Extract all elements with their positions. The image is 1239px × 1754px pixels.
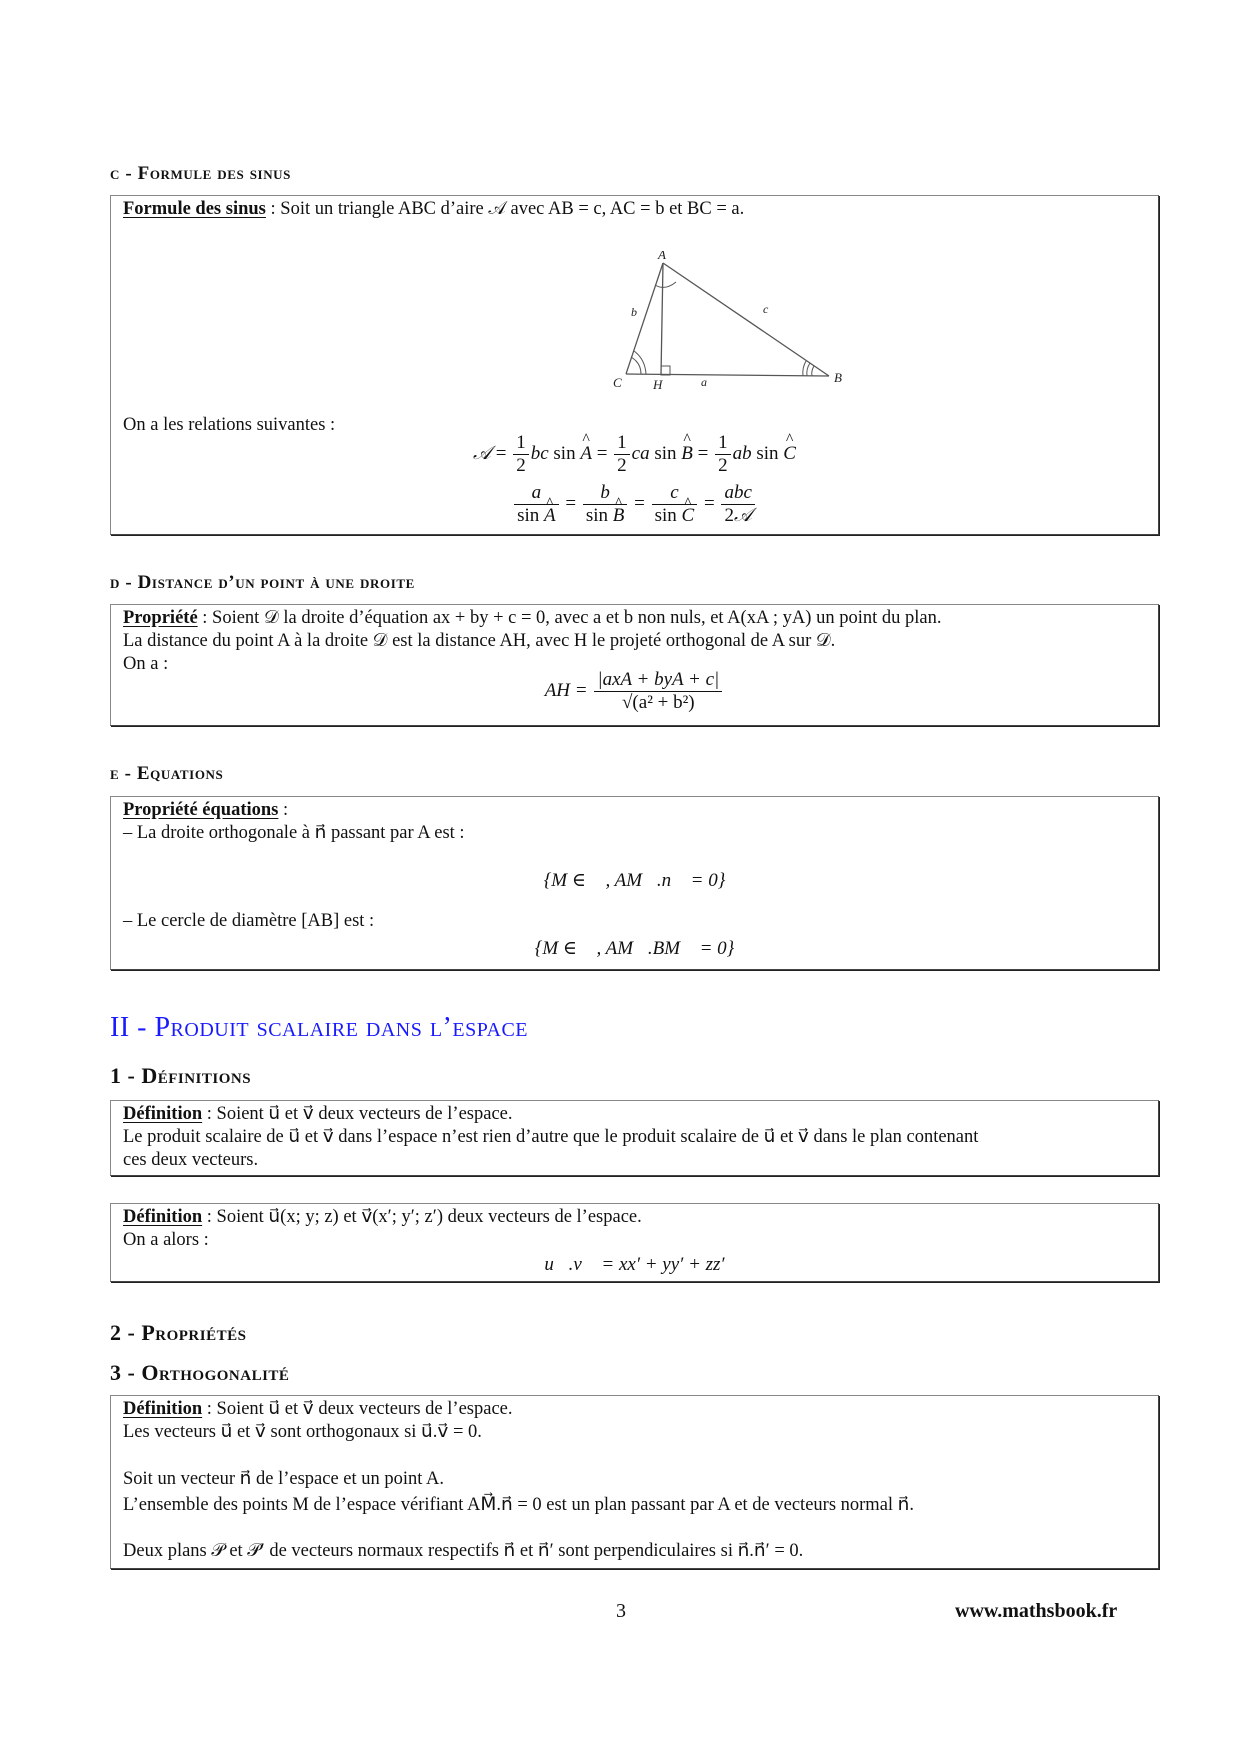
page-number: 3	[616, 1600, 626, 1622]
subsection-2-heading: 2 - Propriétés	[110, 1320, 247, 1345]
section-c-intro	[123, 198, 744, 220]
section-e-formula2: {M ∈ 𝒫, AM⃗.BM⃗ = 0}	[534, 938, 735, 959]
section-e-item1: – La droite orthogonale à n⃗ passant par A est :	[123, 823, 465, 843]
formula-lhs: AH =	[544, 679, 588, 701]
propriete-label: Propriété	[123, 608, 198, 628]
def1-line1-text: : Soient u⃗ et v⃗ deux vecteurs de l’espace.	[202, 1104, 513, 1124]
relations-label: On a les relations suivantes :	[123, 415, 336, 435]
formula-area: 𝒜 = $\frac{1}{2}$ bc sin ^ A = $\frac{1}{2}$ ca sin ^ B = $\frac{1}{2}$ ab sin ^ C	[111, 432, 1158, 477]
vertex-C-label: C	[613, 375, 622, 390]
orth-line1-text: : Soient u⃗ et v⃗ deux vecteurs de l’espace.	[202, 1399, 513, 1419]
section-c-box	[110, 195, 1159, 535]
vertex-A-label: A	[658, 251, 666, 262]
section-e-box	[110, 796, 1159, 970]
orth-line2: Les vecteurs u⃗ et v⃗ sont orthogonaux si u⃗.v⃗ = 0.	[123, 1422, 482, 1442]
distance-formula	[111, 669, 1158, 714]
section-d-line2: La distance du point A à la droite 𝒟 est la distance AH, avec H le projeté orthogonal de A sur 𝒟.	[123, 631, 836, 651]
formula-ratio: $\frac{a}{\sin \^{} A}$ = $\frac{b}{\sin \^{} B}$ = $\frac{c}{\sin \^{} C}$ = $\frac{\text{abc}}{\text{2𝒜}}$	[111, 482, 1158, 527]
section-e-item2: – Le cercle de diamètre [AB] est :	[123, 911, 375, 931]
orth-line5: Deux plans 𝒫 et 𝒫′ de vecteurs normaux respectifs n⃗ et n⃗′ sont perpendiculaires si n⃗.n⃗′ = 0.	[123, 1541, 804, 1561]
propriete-equations-label: Propriété équations	[123, 800, 279, 820]
section-d-box	[110, 604, 1159, 726]
triangle-figure	[531, 251, 851, 391]
section-d-heading: d - Distance d’un point à une droite	[110, 572, 415, 593]
website-link[interactable]: www.mathsbook.fr	[955, 1600, 1118, 1622]
section-e-heading: e - Equations	[110, 763, 224, 784]
side-b-label: b	[631, 305, 637, 319]
def2-line1	[123, 1206, 642, 1228]
section-d-line1-text: : Soient 𝒟 la droite d’équation ax + by + c = 0, avec a et b non nuls, et A(xA ; yA) un point du plan.	[197, 608, 942, 628]
angle-C-arc1	[634, 351, 646, 374]
vertex-B-label: B	[834, 370, 842, 385]
section-e-formula1: {M ∈ 𝒫, AM⃗.n⃗ = 0}	[543, 870, 726, 891]
orth-line1	[123, 1398, 513, 1420]
subsection-3-heading: 3 - Orthogonalité	[110, 1360, 290, 1385]
def1-line2: Le produit scalaire de u⃗ et v⃗ dans l’espace n’est rien d’autre que le produit scalaire de u⃗ et v⃗ dans le plan contenant	[123, 1127, 979, 1147]
definition-label: Définition	[123, 1399, 203, 1419]
definition-box-2	[110, 1203, 1159, 1282]
side-a-label: a	[701, 375, 707, 389]
definition-label: Définition	[123, 1104, 203, 1124]
section-e-label-line	[123, 799, 288, 821]
angle-B-arc3	[812, 366, 814, 376]
definition-label: Définition	[123, 1207, 203, 1227]
section-d-line1	[123, 607, 941, 629]
angle-B-arc2	[807, 363, 810, 376]
right-angle-mark	[661, 366, 670, 375]
definition-box-1	[110, 1100, 1159, 1176]
orthogonality-box	[110, 1395, 1159, 1569]
formula-denominator: √(a² + b²)	[622, 692, 695, 713]
angle-B-arc1	[803, 361, 806, 376]
label-suffix: :	[278, 800, 289, 820]
angle-A-arc	[655, 282, 676, 287]
vertex-H-label: H	[653, 377, 663, 391]
def1-line3: ces deux vecteurs.	[123, 1150, 259, 1170]
formule-intro-text: : Soit un triangle ABC d’aire 𝒜 avec AB = c, AC = b et BC = a.	[265, 199, 745, 219]
height-AH	[661, 263, 663, 375]
side-a	[626, 374, 829, 376]
subsection-1-heading: 1 - Définitions	[110, 1063, 252, 1088]
side-c	[663, 263, 829, 376]
def2-line2: On a alors :	[123, 1230, 209, 1250]
angle-C-arc2	[631, 357, 641, 374]
formula-numerator: |axA + byA + c|	[594, 669, 722, 692]
formule-label: Formule des sinus	[123, 199, 266, 219]
section-d-line3: On a :	[123, 654, 169, 674]
orth-line4: L’ensemble des points M de l’espace vérifiant AM⃗.n⃗ = 0 est un plan passant par A et de vecteurs normal n⃗.	[123, 1495, 915, 1515]
section-c-heading: c - Formule des sinus	[110, 163, 292, 184]
dot-product-formula: u⃗.v⃗ = xx′ + yy′ + zz′	[544, 1254, 725, 1275]
def1-line1	[123, 1103, 513, 1125]
def2-line1-text: : Soient u⃗(x; y; z) et v⃗(x′; y′; z′) deux vecteurs de l’espace.	[202, 1207, 642, 1227]
side-c-label: c	[763, 302, 769, 316]
part-2-heading: II - Produit scalaire dans l’espace	[110, 1012, 528, 1043]
orth-line3: Soit un vecteur n⃗ de l’espace et un point A.	[123, 1469, 445, 1489]
